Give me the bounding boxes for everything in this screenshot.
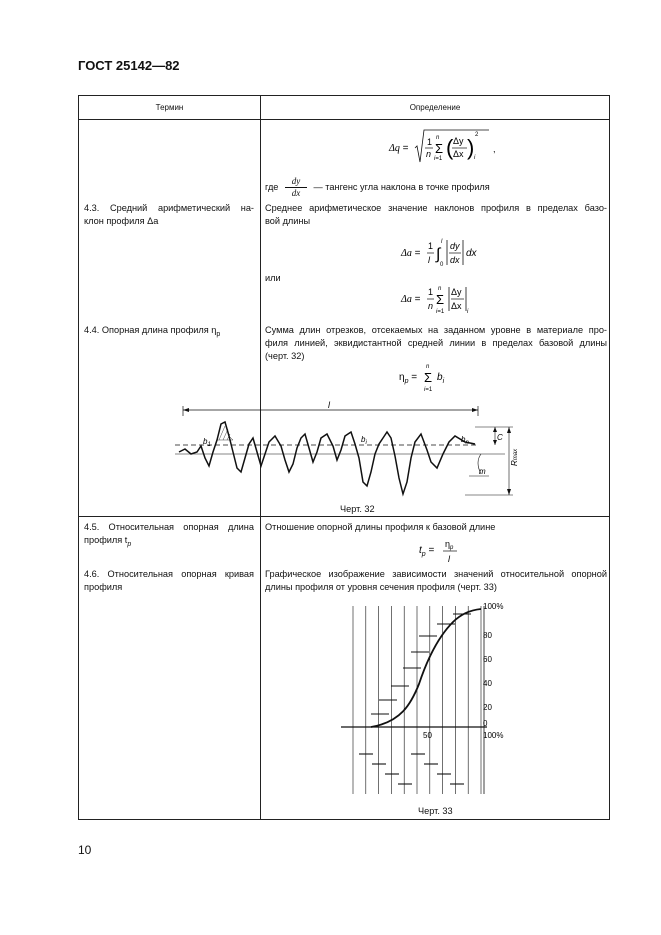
label-c: C xyxy=(497,433,503,442)
svg-text:i: i xyxy=(474,155,476,161)
svg-text:bi: $b_i$ xyxy=(437,372,445,385)
def-4-6-line1: Графическое изображение зависимости значений относительной опорной xyxy=(265,569,607,579)
svg-text:): ) xyxy=(467,135,475,160)
fig33-y-label-60: 60 xyxy=(483,655,492,664)
fig33-y-label-40: 40 xyxy=(483,679,492,688)
svg-text:Δy: Δy xyxy=(453,136,464,146)
fig33-y-label-80: 80 xyxy=(483,631,492,640)
def-4-4-line1: Сумма длин отрезков, отсекаемых на заданном уровне в материале про- xyxy=(265,325,607,335)
formula-delta-a-sum xyxy=(401,282,481,316)
term-4-6-line2: профиля xyxy=(84,582,123,592)
svg-text:l: l xyxy=(448,554,450,564)
svg-text:i=1: i=1 xyxy=(424,387,433,393)
column-header-definition: Определение xyxy=(409,103,461,112)
svg-text:dy: dy xyxy=(450,241,460,251)
term-4-5-line1: 4.5. Относительная опорная длина xyxy=(84,522,254,532)
fig33-y-label-20: 20 xyxy=(483,703,492,712)
formula-delta-a-integral xyxy=(401,234,491,268)
formula-tp xyxy=(419,536,469,566)
dy-dx-fraction: $\frac{dy}{dx}$ xyxy=(285,176,307,199)
fig33-bearing-curve-line xyxy=(371,609,481,727)
svg-text:n: n xyxy=(426,149,432,159)
svg-text:Δx: Δx xyxy=(453,149,464,159)
svg-text:,: , xyxy=(493,144,496,154)
svg-text:1: 1 xyxy=(428,241,434,251)
svg-text:n: n xyxy=(438,286,442,292)
label-bi-text: b xyxy=(361,435,366,444)
svg-text:Δa =: Δa = xyxy=(401,294,421,305)
def-4-3-or: или xyxy=(265,273,281,283)
row-divider xyxy=(79,516,609,517)
figure-32-caption: Черт. 32 xyxy=(340,504,375,514)
formula-delta-q xyxy=(389,126,499,166)
fig33-x-label-50: 50 xyxy=(423,731,432,740)
term-4-4-text: 4.4. Опорная длина профиля η xyxy=(84,325,217,335)
svg-text:(: ( xyxy=(446,135,454,160)
def-4-3-line1: Среднее арифметическое значение наклонов профиля в пределах базо- xyxy=(265,203,607,213)
svg-text:i=1: i=1 xyxy=(434,156,443,162)
svg-text:Δa =: Δa = xyxy=(401,248,421,259)
label-b1-text: b xyxy=(203,437,208,446)
figure-33-bearing-curve xyxy=(341,602,504,804)
svg-text:1: 1 xyxy=(427,137,433,147)
svg-text:Δx: Δx xyxy=(451,301,462,311)
svg-text:Δq =: Δq = xyxy=(389,143,409,154)
term-4-4-subscript: p xyxy=(216,330,221,338)
fig33-y-label-0: 0 xyxy=(483,719,488,728)
figure-32-profile xyxy=(175,402,535,502)
svg-text:2: 2 xyxy=(475,132,479,138)
formula-eta-p xyxy=(399,360,469,394)
svg-text:Σ: Σ xyxy=(424,370,433,385)
term-4-6-line1: 4.6. Относительная опорная кривая xyxy=(84,569,254,579)
fig33-x-label-100: 100% xyxy=(483,731,504,740)
svg-text:Σ: Σ xyxy=(436,292,445,307)
svg-text:Σ: Σ xyxy=(435,141,444,156)
svg-text:dx: dx xyxy=(450,255,460,265)
svg-text:i: i xyxy=(467,309,469,315)
svg-text:l: l xyxy=(428,255,430,265)
label-rmax: Rmax xyxy=(510,448,519,466)
length-label-l: l xyxy=(328,400,330,410)
def-4-5: Отношение опорной длины профиля к базовой длине xyxy=(265,522,496,532)
term-4-5-line2 xyxy=(84,534,254,551)
header-divider xyxy=(79,119,609,120)
svg-text:n: n xyxy=(436,135,440,141)
label-bi: $b_i$ xyxy=(361,435,367,446)
figure-33-caption: Черт. 33 xyxy=(418,806,453,816)
svg-text:ηp =: $\eta_p$ = xyxy=(399,372,418,385)
svg-text:Δy: Δy xyxy=(451,287,462,297)
def-4-4-line3: (черт. 32) xyxy=(265,351,305,361)
svg-text:tp =: $t_p$ = xyxy=(419,545,435,558)
svg-text:i=1: i=1 xyxy=(436,309,445,315)
definitions-table xyxy=(78,95,610,820)
label-bn-text: b xyxy=(461,435,466,444)
def-4-3-line2: вой длины xyxy=(265,216,311,226)
dq-where-line xyxy=(265,176,607,199)
svg-text:ηp: $\eta_p$ xyxy=(445,539,454,551)
svg-text:n: n xyxy=(428,301,434,311)
svg-text:1: 1 xyxy=(428,287,434,297)
svg-text:∫: ∫ xyxy=(436,246,441,263)
term-4-4 xyxy=(84,324,254,341)
column-header-term: Термин xyxy=(155,103,184,112)
def-4-6-line2: длины профиля от уровня сечения профиля (черт. 33) xyxy=(265,582,497,592)
label-m: m xyxy=(479,467,486,476)
label-rmax-text: R xyxy=(510,460,519,466)
term-4-5-subscript: p xyxy=(127,540,132,548)
where-description: — тангенс угла наклона в точке профиля xyxy=(313,181,490,192)
page-header-title: ГОСТ 25142—82 xyxy=(78,58,180,73)
label-bn: $b_n$ xyxy=(461,435,469,446)
term-4-3-line2: клон профиля Δa xyxy=(84,216,159,226)
fig33-y-label-100: 100% xyxy=(483,602,504,611)
svg-text:l: l xyxy=(441,239,443,245)
svg-text:0: 0 xyxy=(440,262,444,268)
label-b1: $b_1$ xyxy=(203,437,211,448)
def-4-4-line2: филя линией, эквидистантной средней линии в пределах базовой длины xyxy=(265,338,607,348)
where-label: где xyxy=(265,181,279,192)
svg-text:n: n xyxy=(426,364,430,370)
page-number: 10 xyxy=(78,843,92,857)
svg-text:dx: dx xyxy=(466,248,477,259)
term-4-5-line2-text: профиля t xyxy=(84,535,128,545)
term-4-3-line1: 4.3. Средний арифметический на- xyxy=(84,203,254,213)
